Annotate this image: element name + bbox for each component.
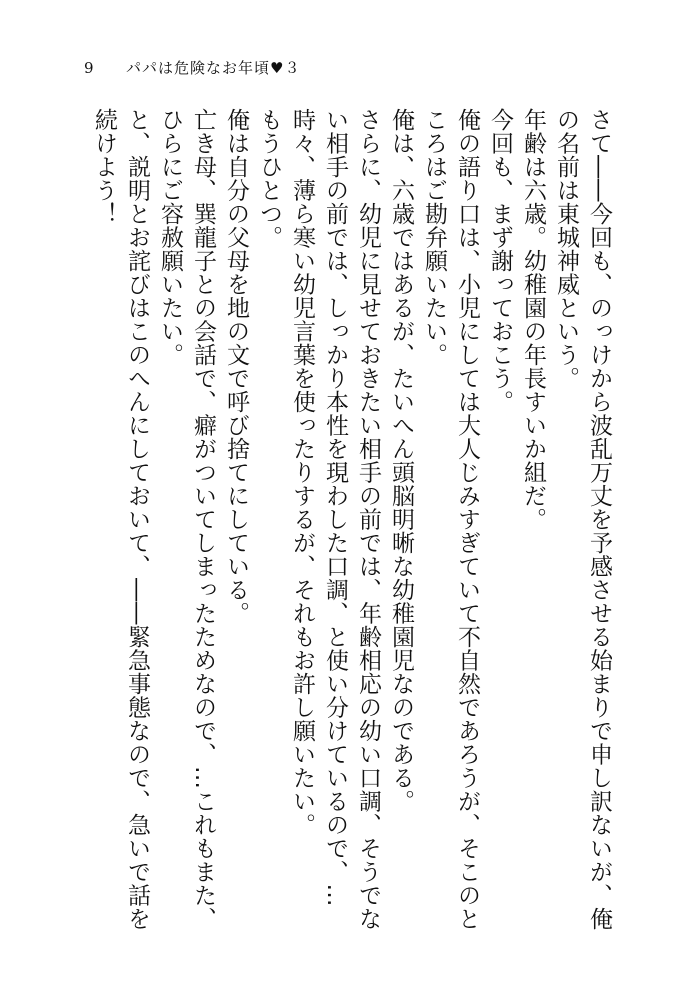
page-number: 9 <box>84 59 94 77</box>
paragraph: 今回も、まず謝っておこう。 <box>487 108 513 414</box>
paragraph: 亡き母、巽龍子との会話で、癖がついてしまったためなので、…これもまた、ひらにご容赦願いたい。 <box>157 108 216 931</box>
paragraph: 年齢は六歳。幼稚園の年長すいか組だ。 <box>520 108 546 531</box>
paragraph: さらに、幼児に見せておきたい相手の前では、年齢相応の幼い口調、そうでない相手の前では、しっかり本性を現わした口調、と使い分けているので、…時々、薄ら寒い幼児言葉を使ったりするが、それもお許し願いたい。 <box>289 108 381 931</box>
paragraph: 俺は自分の父母を地の文で呼び捨てにしている。 <box>223 108 249 625</box>
paragraph: 俺の語り口は、小児にしては大人じみすぎていて不自然であろうが、そこのところはご勘弁願いたい。 <box>421 108 480 931</box>
running-head: パパは危険なお年頃♥３ <box>126 59 301 77</box>
body-text <box>60 108 615 948</box>
paragraph: 俺は、六歳ではあるが、たいへん頭脳明晰な幼稚園児なのである。 <box>388 108 414 813</box>
paragraph: と、説明とお詫びはこのへんにしておいて、――緊急事態なので、急いで話を続けよう！ <box>91 108 150 931</box>
paragraph: もうひとつ。 <box>256 108 282 249</box>
paragraph: さて――今回も、のっけから波乱万丈を予感させる始まりで申し訳ないが、俺の名前は東城神威という。 <box>553 108 612 931</box>
